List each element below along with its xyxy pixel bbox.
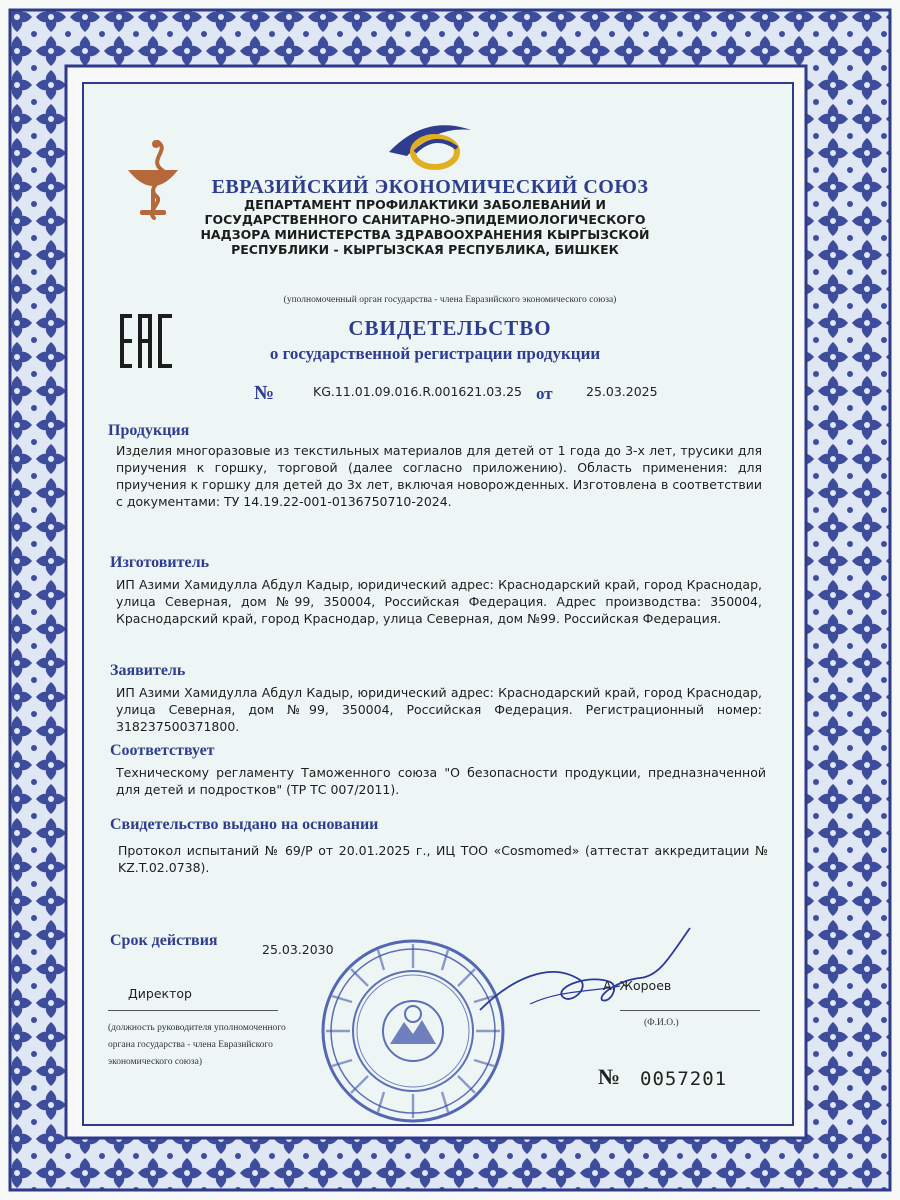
conforms-body: Техническому регламенту Таможенного союза "О безопасности продукции, предназначенной для детей и подростков" (ТР ТС 007/2011).	[116, 765, 766, 797]
manufacturer-body: ИП Азими Хамидулла Абдул Кадыр, юридический адрес: Краснодарский край, город Краснодар, улица Северная, дом №99, 350004, Российская Федерация. Адрес производства: 350004, Краснодарский край, город Краснодар, улица Северная, дом №99. Российская Федерация.	[116, 577, 762, 626]
serial-sign: №	[598, 1064, 621, 1089]
applicant-heading: Заявитель	[110, 662, 186, 679]
validity-label: Срок действия	[110, 932, 218, 949]
eac-mark	[118, 310, 174, 372]
validity-date: 25.03.2030	[262, 942, 334, 957]
manufacturer-heading: Изготовитель	[110, 554, 210, 571]
document-title: СВИДЕТЕЛЬСТВО	[348, 316, 552, 340]
registration-number: KG.11.01.09.016.R.001621.03.25	[313, 384, 523, 399]
name-line	[620, 1010, 760, 1011]
director-title: Директор	[128, 986, 192, 1001]
department-line: ДЕПАРТАМЕНТ ПРОФИЛАКТИКИ ЗАБОЛЕВАНИЙ И	[244, 197, 606, 212]
number-sign: №	[254, 382, 275, 404]
product-heading: Продукция	[108, 422, 190, 439]
serial-number: 0057201	[640, 1068, 728, 1090]
handwritten-signature	[470, 920, 700, 1030]
basis-body: Протокол испытаний № 69/Р от 20.01.2025 г., ИЦ ТОО «Cosmomed» (аттестат аккредитации № KZ.T.02.0738).	[118, 843, 768, 875]
bowl-of-hygieia-icon	[118, 140, 188, 222]
union-name: ЕВРАЗИЙСКИЙ ЭКОНОМИЧЕСКИЙ СОЮЗ	[211, 176, 649, 198]
document-subtitle: о государственной регистрации продукции	[269, 344, 601, 363]
department-line: НАДЗОРА МИНИСТЕРСТВА ЗДРАВООХРАНЕНИЯ КЫРГЫЗСКОЙ	[200, 227, 650, 242]
product-body: Изделия многоразовые из текстильных материалов для детей от 1 года до 3-х лет, трусики для приучения к горшку, торговой (далее согласно приложению). Область применения: для приучения к горшку для детей до 3х лет, включая новорожденных. Изготовлена в соответствии с документами: ТУ 14.19.22-001-0136750710-2024.	[116, 443, 762, 509]
registration-date: 25.03.2025	[586, 384, 658, 399]
position-note: (должность руководителя уполномоченного органа государства - члена Евразийского экономического союза)	[108, 1023, 286, 1067]
department-name	[195, 197, 655, 257]
conforms-heading: Соответствует	[110, 742, 215, 759]
basis-heading: Свидетельство выдано на основании	[110, 816, 379, 833]
position-line	[108, 1010, 278, 1011]
applicant-body: ИП Азими Хамидулла Абдул Кадыр, юридический адрес: Краснодарский край, город Краснодар, улица Северная, дом №99, 350004, Российская Федерация. Регистрационный номер: 318237500371800.	[116, 685, 762, 734]
eaeu-logo	[385, 112, 475, 174]
director-name: А. Жороев	[603, 978, 672, 993]
department-line: РЕСПУБЛИКИ - КЫРГЫЗСКАЯ РЕСПУБЛИКА, БИШКЕК	[231, 242, 619, 257]
department-line: ГОСУДАРСТВЕННОГО САНИТАРНО-ЭПИДЕМИОЛОГИЧЕСКОГО	[204, 212, 646, 227]
fio-note: (Ф.И.О.)	[644, 1018, 679, 1028]
authority-note: (уполномоченный орган государства - члена Евразийского экономического союза)	[283, 295, 617, 305]
from-word: от	[536, 384, 553, 403]
